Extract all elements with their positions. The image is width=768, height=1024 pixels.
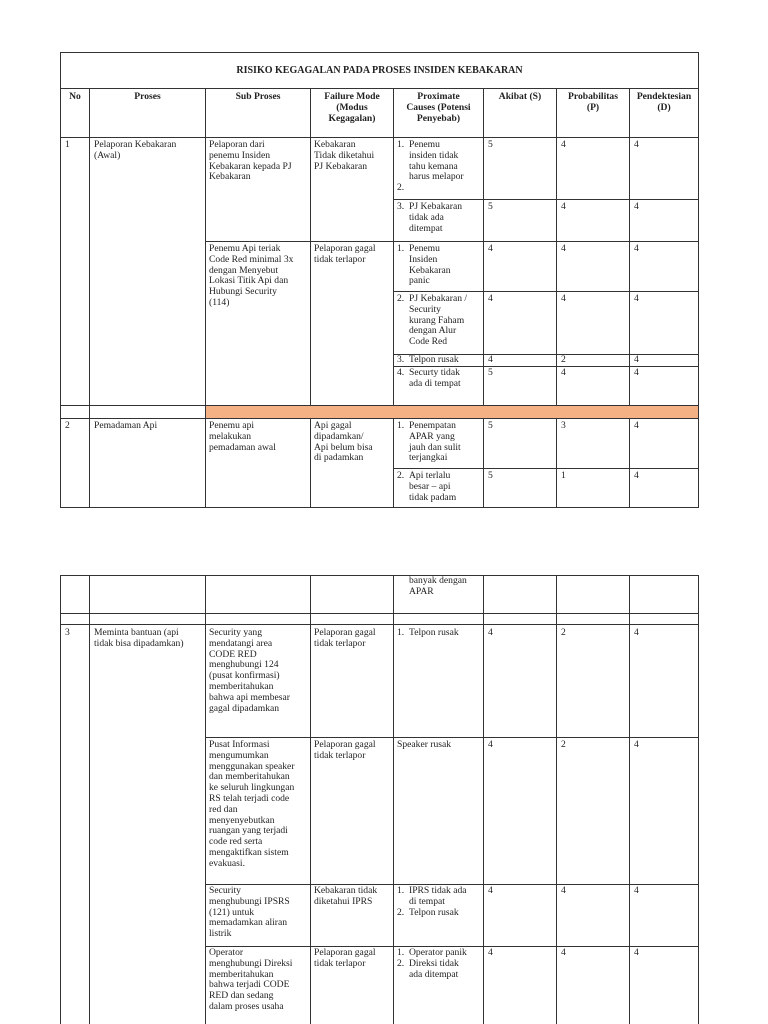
process-name: Meminta bantuan (api tidak bisa dipadamkan) xyxy=(94,627,184,649)
cause-text: Telpon rusak xyxy=(409,354,459,365)
cause-item xyxy=(397,959,482,981)
severity-value: 5 xyxy=(488,420,493,431)
failure-mode: Pelaporan gagal tidak terlapor xyxy=(314,243,376,265)
cause-text: PJ Kebakaran / Security kurang Faham dengan Alur Code Red xyxy=(409,293,468,348)
cause-list xyxy=(397,202,482,234)
probability-value: 2 xyxy=(561,739,566,750)
cause-text xyxy=(409,183,482,194)
detection-value: 4 xyxy=(634,947,639,958)
header-proximate-causes: Proximate Causes (Potensi Penyebab) xyxy=(406,91,471,124)
table-line xyxy=(89,575,90,1024)
table-line xyxy=(60,137,699,138)
severity-value: 4 xyxy=(488,243,493,254)
cause-text: Penempatan APAR yang jauh dan sulit terjangkai xyxy=(409,420,461,464)
header-sub-proses: Sub Proses xyxy=(235,91,281,102)
header-pendektesian: Pendektesian (D) xyxy=(636,91,692,113)
table-border-bottom xyxy=(60,507,699,508)
detection-value: 4 xyxy=(634,243,639,254)
table-line xyxy=(393,199,699,200)
cause-item xyxy=(397,140,482,183)
header-probabilitas: Probabilitas (P) xyxy=(568,91,618,113)
severity-value: 4 xyxy=(488,354,493,365)
detection-value: 4 xyxy=(634,739,639,750)
failure-mode: Pelaporan gagal tidak terlapor xyxy=(314,739,376,761)
table-line xyxy=(556,88,557,508)
header-akibat: Akibat (S) xyxy=(498,91,542,102)
table-border-left xyxy=(60,575,61,1024)
cause-list xyxy=(397,421,482,464)
detection-value: 4 xyxy=(634,420,639,431)
severity-value: 5 xyxy=(488,139,493,150)
cause-item xyxy=(397,183,482,194)
header-proses: Proses xyxy=(134,91,161,102)
table-line xyxy=(310,575,311,1024)
table-line xyxy=(60,624,699,625)
cause-number: 2. xyxy=(397,293,405,304)
sub-process: Pusat Informasi mengumumkan menggunakan speaker dan memberitahukan ke seluruh lingkungan RS telah terjadi code red dan menyenyebutkan ruangan yang terjadi code red serta mengaktifkan sistem evakuasi. xyxy=(209,739,295,869)
cause-text: Telpon rusak xyxy=(409,906,459,918)
table-border-top xyxy=(60,52,699,53)
cause-number: 1. xyxy=(397,139,405,150)
severity-value: 4 xyxy=(488,739,493,750)
severity-value: 4 xyxy=(488,627,493,638)
cause-number: 1. xyxy=(397,947,405,958)
cause-item xyxy=(397,202,482,234)
detection-value: 4 xyxy=(634,885,639,896)
probability-value: 4 xyxy=(561,367,566,378)
detection-value: 4 xyxy=(634,354,639,365)
table-line xyxy=(556,575,557,1024)
severity-value: 4 xyxy=(488,885,493,896)
cause-item xyxy=(397,908,482,919)
cause-number: 2. xyxy=(397,906,405,918)
cause-number: 1. xyxy=(397,627,405,638)
highlight-row xyxy=(206,406,698,418)
cause-text: Securty tidak ada di tempat xyxy=(409,367,461,389)
table-line xyxy=(310,88,311,508)
cause-item xyxy=(397,244,482,287)
header-no: No xyxy=(69,91,81,102)
table-border-left xyxy=(60,52,61,508)
table-border-top xyxy=(60,575,699,576)
failure-mode: Api gagal dipadamkan/ Api belum bisa di padamkan xyxy=(314,420,373,464)
table-line xyxy=(393,88,394,508)
table-title: RISIKO KEGAGALAN PADA PROSES INSIDEN KEBAKARAN xyxy=(236,65,523,76)
cause-list xyxy=(397,948,482,980)
row-number: 2 xyxy=(65,420,70,431)
probability-value: 3 xyxy=(561,420,566,431)
probability-value: 1 xyxy=(561,470,566,481)
table-line xyxy=(205,575,206,1024)
probability-value: 4 xyxy=(561,293,566,304)
cause-text: Speaker rusak xyxy=(397,739,452,750)
cause-list xyxy=(397,355,482,366)
table-line xyxy=(60,88,699,89)
failure-mode: Kebakaran tidak diketahui IPRS xyxy=(314,885,378,907)
sub-process: Operator menghubungi Direksi memberitahukan bahwa terjadi CODE RED dan sedang dalam proses usaha xyxy=(209,947,293,1012)
table-border-right xyxy=(698,52,699,508)
table-line xyxy=(60,418,699,419)
cause-text: Operator panik xyxy=(409,947,467,958)
detection-value: 4 xyxy=(634,201,639,212)
sub-process: Penemu api melakukan pemadaman awal xyxy=(209,420,276,453)
cause-number: 2. xyxy=(397,470,405,481)
table-line xyxy=(393,291,699,292)
cause-number: 2. xyxy=(397,182,405,194)
cause-list xyxy=(397,368,482,390)
table-line xyxy=(205,88,206,508)
cause-list xyxy=(397,886,482,918)
cause-list xyxy=(397,244,482,287)
probability-value: 4 xyxy=(561,885,566,896)
failure-mode: Pelaporan gagal tidak terlapor xyxy=(314,947,376,969)
cause-list xyxy=(397,628,482,639)
severity-value: 5 xyxy=(488,201,493,212)
table-line xyxy=(483,88,484,508)
cause-text: Direksi tidak ada ditempat xyxy=(409,957,459,980)
sub-process: Security yang mendatangi area CODE RED menghubungi 124 (pusat konfirmasi) memberitahukan bahwa api membesar gagal dipadamkan xyxy=(209,627,290,714)
severity-value: 4 xyxy=(488,293,493,304)
probability-value: 2 xyxy=(561,627,566,638)
cause-number: 3. xyxy=(397,201,405,212)
table-line xyxy=(483,575,484,1024)
cause-number: 1. xyxy=(397,885,405,896)
cause-text: Penemu insiden tidak tahu kemana harus melapor xyxy=(409,139,464,183)
detection-value: 4 xyxy=(634,627,639,638)
cause-item xyxy=(397,886,482,908)
cause-number: 4. xyxy=(397,367,405,378)
detection-value: 4 xyxy=(634,367,639,378)
probability-value: 4 xyxy=(561,139,566,150)
cause-item xyxy=(397,355,482,366)
sub-process: Pelaporan dari penemu Insiden Kebakaran kepada PJ Kebakaran xyxy=(209,139,292,183)
cause-item xyxy=(397,421,482,464)
cause-list xyxy=(397,471,482,503)
severity-value: 5 xyxy=(488,470,493,481)
sub-process: Security menghubungi IPSRS (121) untuk memadamkan aliran listrik xyxy=(209,885,290,940)
cause-number: 3. xyxy=(397,354,405,365)
cause-list xyxy=(397,140,482,194)
detection-value: 4 xyxy=(634,293,639,304)
process-name: Pelaporan Kebakaran (Awal) xyxy=(94,139,177,161)
cause-item xyxy=(397,628,482,639)
probability-value: 4 xyxy=(561,947,566,958)
cause-text: IPRS tidak ada di tempat xyxy=(409,885,467,907)
table-line xyxy=(393,468,699,469)
cause-list xyxy=(397,294,482,348)
cause-number: 1. xyxy=(397,420,405,431)
continued-cause: banyak dengan APAR xyxy=(409,575,467,597)
detection-value: 4 xyxy=(634,139,639,150)
row-number: 3 xyxy=(65,627,70,638)
severity-value: 5 xyxy=(488,367,493,378)
probability-value: 4 xyxy=(561,243,566,254)
cause-text: Telpon rusak xyxy=(409,627,459,638)
cause-number: 1. xyxy=(397,243,405,254)
cause-text: Penemu Insiden Kebakaran panic xyxy=(409,243,451,287)
cause-text: PJ Kebakaran tidak ada ditempat xyxy=(409,201,463,234)
row-number: 1 xyxy=(65,139,70,150)
table-line xyxy=(60,613,699,614)
table-line xyxy=(629,575,630,1024)
table-line xyxy=(629,88,630,508)
process-name: Pemadaman Api xyxy=(94,420,158,431)
probability-value: 4 xyxy=(561,201,566,212)
table-line xyxy=(393,575,394,1024)
table-line xyxy=(205,737,699,738)
severity-value: 4 xyxy=(488,947,493,958)
header-failure-mode: Failure Mode (Modus Kegagalan) xyxy=(324,91,380,124)
cause-item xyxy=(397,471,482,503)
cause-item xyxy=(397,294,482,348)
table-line xyxy=(89,88,90,508)
failure-mode: Kebakaran Tidak diketahui PJ Kebakaran xyxy=(314,139,375,172)
table-line xyxy=(205,241,699,242)
table-border-right xyxy=(698,575,699,1024)
cause-number: 2. xyxy=(397,957,405,969)
detection-value: 4 xyxy=(634,470,639,481)
probability-value: 2 xyxy=(561,354,566,365)
cause-text: Api terlalu besar – api tidak padam xyxy=(409,470,457,503)
sub-process: Penemu Api teriak Code Red minimal 3x dengan Menyebut Lokasi Titik Api dan Hubungi Security (114) xyxy=(209,243,294,308)
failure-mode: Pelaporan gagal tidak terlapor xyxy=(314,627,376,649)
cause-item xyxy=(397,368,482,390)
